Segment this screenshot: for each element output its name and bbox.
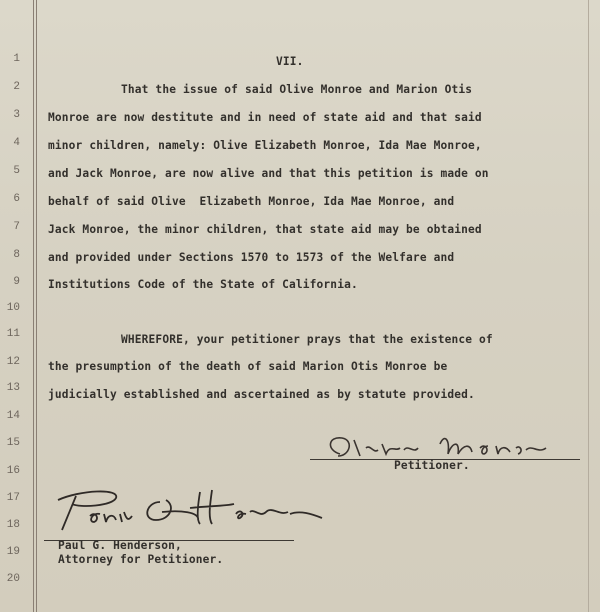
paragraph-line: That the issue of said Olive Monroe and Marion Otis [121, 83, 473, 96]
line-number: 12 [6, 356, 20, 368]
paragraph-line: Jack Monroe, the minor children, that state aid may be obtained [48, 223, 482, 236]
line-number: 14 [6, 410, 20, 422]
paragraph-line: Institutions Code of the State of California. [48, 278, 358, 291]
line-number: 16 [6, 465, 20, 477]
line-number: 5 [13, 165, 20, 177]
line-number: 13 [6, 382, 20, 394]
paragraph-line: judicially established and ascertained as by statute provided. [48, 388, 475, 401]
attorney-title: Attorney for Petitioner. [58, 553, 224, 566]
line-number: 20 [6, 573, 20, 585]
line-number: 8 [13, 249, 20, 261]
line-number: 10 [6, 302, 20, 314]
line-number: 9 [13, 276, 20, 288]
paragraph-line: WHEREFORE, your petitioner prays that the existence of [121, 333, 493, 346]
paragraph-line: minor children, namely: Olive Elizabeth Monroe, Ida Mae Monroe, [48, 139, 482, 152]
left-margin-rule-inner [36, 0, 37, 612]
line-number: 1 [13, 53, 20, 65]
petitioner-label: Petitioner. [394, 459, 470, 472]
section-heading: VII. [276, 55, 304, 68]
line-number: 2 [13, 81, 20, 93]
paragraph-line: Monroe are now destitute and in need of state aid and that said [48, 111, 482, 124]
paragraph-line: behalf of said Olive Elizabeth Monroe, Ida Mae Monroe, and [48, 195, 455, 208]
line-number: 7 [13, 221, 20, 233]
paragraph-line: and provided under Sections 1570 to 1573 of the Welfare and [48, 251, 455, 264]
line-number: 6 [13, 193, 20, 205]
line-number: 19 [6, 546, 20, 558]
line-number: 3 [13, 109, 20, 121]
line-number: 11 [6, 328, 20, 340]
attorney-signature [50, 484, 340, 544]
line-number: 15 [6, 437, 20, 449]
line-number: 17 [6, 492, 20, 504]
paragraph-line: and Jack Monroe, are now alive and that this petition is made on [48, 167, 489, 180]
right-margin-rule [588, 0, 589, 612]
left-margin-rule [33, 0, 34, 612]
attorney-name: Paul G. Henderson, [58, 539, 182, 552]
line-number: 4 [13, 137, 20, 149]
line-number: 18 [6, 519, 20, 531]
paragraph-line: the presumption of the death of said Marion Otis Monroe be [48, 360, 448, 373]
